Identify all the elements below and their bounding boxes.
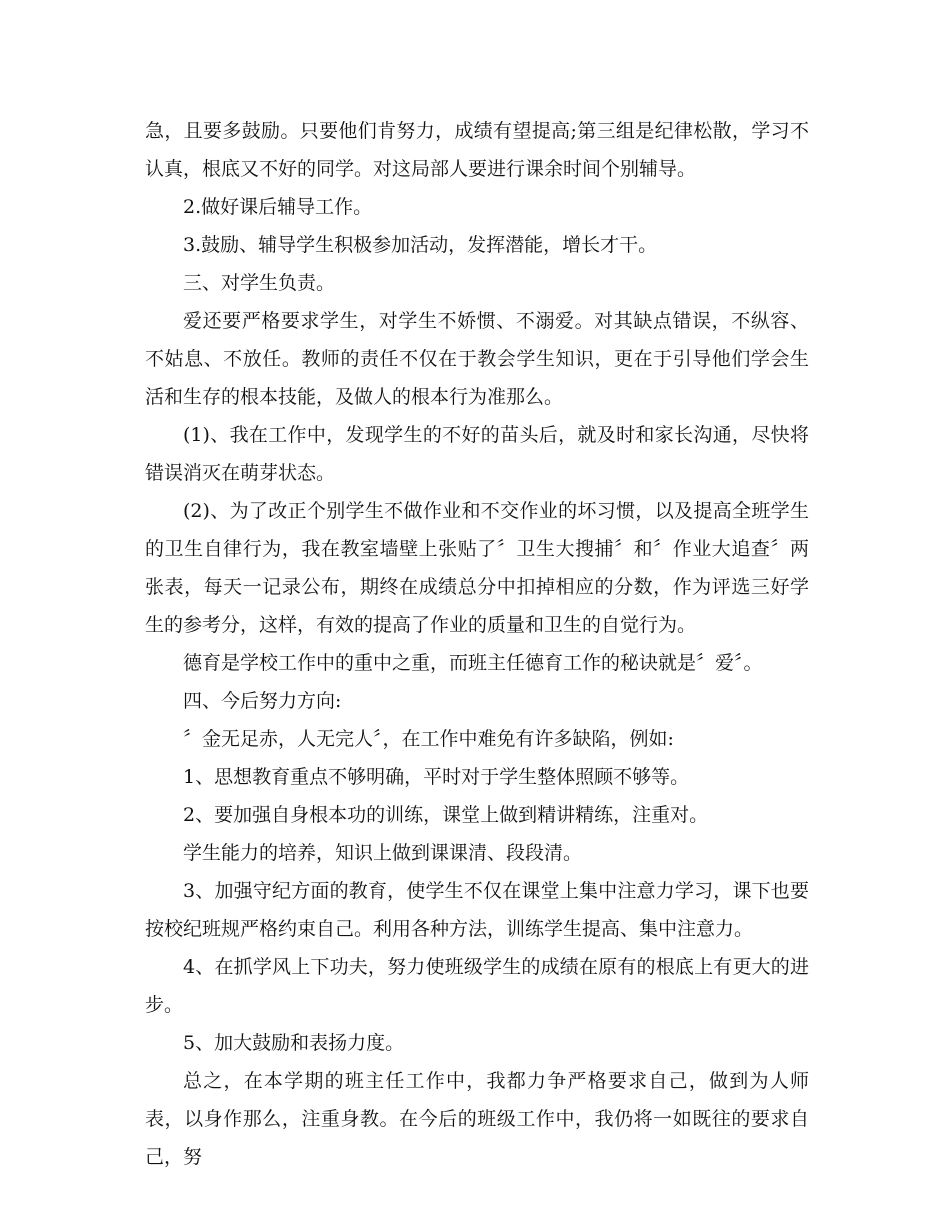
paragraph-item: 德育是学校工作中的重中之重，而班主任德育工作的秘诀就是〞爱〞。 (183, 652, 763, 674)
paragraph-item: 〞金无足赤，人无完人〞，在工作中难免有许多缺陷，例如: (183, 728, 674, 750)
paragraph-item: (2)、为了改正个别学生不做作业和不交作业的坏习惯，以及提高全班学生的卫生自律行为，我在教室墙壁上张贴了〞卫生大搜捕〞和〞作业大追查〞两张表，每天一记录公布，期终在成绩总分中扣掉相应的分数，作为评选三好学生的参考分，这样，有效的提高了作业的质量和卫生的自觉行为。 (145, 500, 809, 636)
paragraph-item: 3.鼓励、辅导学生积极参加活动，发挥潜能，增长才干。 (183, 234, 658, 256)
paragraph-item: 2、要加强自身根本功的训练，课堂上做到精讲精练，注重对。 (183, 804, 709, 826)
paragraph-item: 2.做好课后辅导工作。 (183, 196, 373, 218)
paragraph-item: 爱还要严格要求学生，对学生不娇惯、不溺爱。对其缺点错误，不纵容、不姑息、不放任。教师的责任不仅在于教会学生知识，更在于引导他们学会生活和生存的根本技能，及做人的根本行为准那么。 (145, 310, 809, 408)
section-heading: 三、对学生负责。 (183, 272, 336, 294)
paragraph-item: 总之，在本学期的班主任工作中，我都力争严格要求自己，做到为人师表，以身作那么，注重身教。在今后的班级工作中，我仍将一如既往的要求自己，努 (145, 1070, 809, 1168)
document-body (145, 112, 809, 1176)
paragraph-item: 3、加强守纪方面的教育，使学生不仅在课堂上集中注意力学习，课下也要按校纪班规严格约束自己。利用各种方法，训练学生提高、集中注意力。 (145, 880, 809, 940)
section-heading: 四、今后努力方向: (183, 690, 342, 712)
paragraph-item: (1)、我在工作中，发现学生的不好的苗头后，就及时和家长沟通，尽快将错误消灭在萌芽状态。 (145, 424, 809, 484)
paragraph-item: 4、在抓学风上下功夫，努力使班级学生的成绩在原有的根底上有更大的进步。 (145, 956, 809, 1016)
paragraph-continuation: 急，且要多鼓励。只要他们肯努力，成绩有望提高;第三组是纪律松散，学习不认真，根底又不好的同学。对这局部人要进行课余时间个别辅导。 (145, 120, 809, 180)
paragraph-item: 1、思想教育重点不够明确，平时对于学生整体照顾不够等。 (183, 766, 690, 788)
paragraph-item: 5、加大鼓励和表扬力度。 (183, 1032, 405, 1054)
paragraph-item: 学生能力的培养，知识上做到课课清、段段清。 (183, 842, 583, 864)
